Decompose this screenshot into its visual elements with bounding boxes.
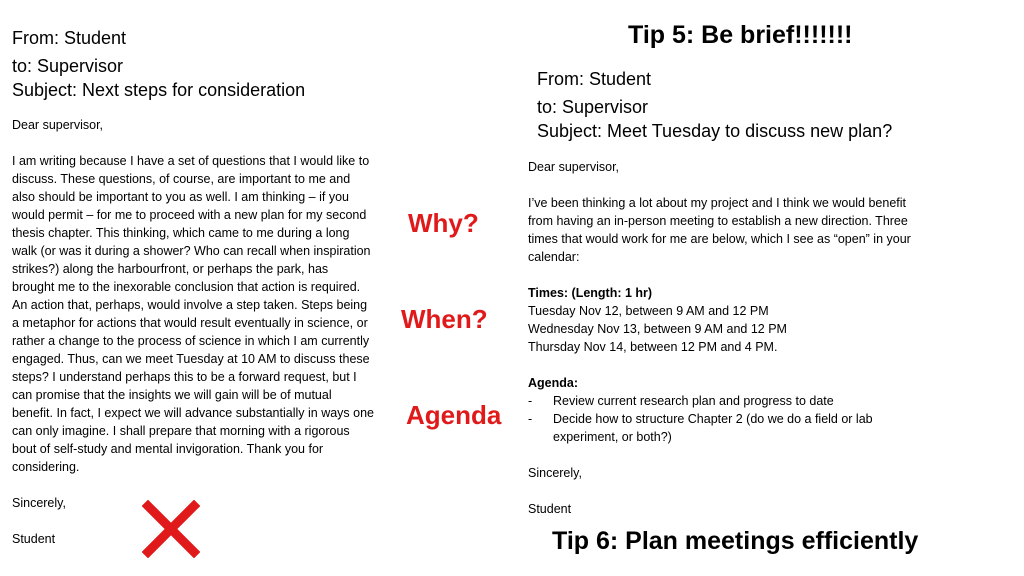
right-to-line: to: Supervisor (537, 97, 649, 117)
right-closing: Sincerely, (528, 466, 582, 480)
red-x-cross-icon (142, 500, 200, 558)
left-salutation: Dear supervisor, (12, 118, 104, 132)
left-from-line: From: Student (12, 28, 127, 48)
why-label: Why? (408, 208, 479, 238)
tip6-heading: Tip 6: Plan meetings efficiently (552, 527, 919, 555)
time-slot: Tuesday Nov 12, between 9 AM and 12 PM (528, 304, 769, 318)
agenda-label: Agenda (406, 400, 502, 430)
right-subject-line: Subject: Meet Tuesday to discuss new plan? (537, 121, 893, 141)
tip5-heading: Tip 5: Be brief!!!!!!! (628, 21, 853, 49)
right-signature: Student (528, 502, 572, 516)
left-closing: Sincerely, (12, 496, 66, 510)
left-to-line: to: Supervisor (12, 56, 124, 76)
right-from-line: From: Student (537, 69, 652, 89)
agenda-item: - Review current research plan and progress to date (528, 392, 928, 410)
when-label: When? (401, 304, 488, 334)
left-subject-line: Subject: Next steps for consideration (12, 80, 306, 100)
left-signature: Student (12, 532, 56, 546)
left-paragraph: I am writing because I have a set of questions that I would like to discuss. These questions, of course, are important to me and also should be important to you as well. I am thinking – if you would permit – for me to proceed with a new plan for my second thesis chapter. This thinking, which came to me during a long walk (or was it during a shower? Who can recall when inspiration strikes?) along the harbourfront, or perhaps the park, has brought me to the inexorable conclusion that action is required. An action that, perhaps, would involve a step taken. Steps being a metaphor for actions that would result eventually in science, or rather a change to the process of science in which I am currently engaged. Thus, can we meet Tuesday at 10 AM to discuss these steps? I understand perhaps this to be a forward request, but I can promise that the insights we will gain will be of mutual benefit. In fact, I expect we will advance substantially in ways one can only imagine. I shall prepare that morning with a rigorous bout of self-study and mental invigoration. Thank you for considering. (12, 154, 374, 474)
agenda-item: - Decide how to structure Chapter 2 (do we do a field or lab experiment, or both?) (528, 410, 928, 446)
right-salutation: Dear supervisor, (528, 160, 620, 174)
left-email-body (12, 116, 374, 548)
time-slot: Thursday Nov 14, between 12 PM and 4 PM. (528, 340, 778, 354)
time-slot: Wednesday Nov 13, between 9 AM and 12 PM (528, 322, 787, 336)
right-intro: I’ve been thinking a lot about my project and I think we would benefit from having an in-person meeting to establish a new direction. Three times that would work for me are below, which I see as “open” in your calendar: (528, 196, 911, 264)
agenda-heading: Agenda: (528, 376, 578, 390)
right-email-body (528, 158, 928, 518)
times-heading: Times: (Length: 1 hr) (528, 286, 653, 300)
agenda-list (528, 392, 928, 446)
